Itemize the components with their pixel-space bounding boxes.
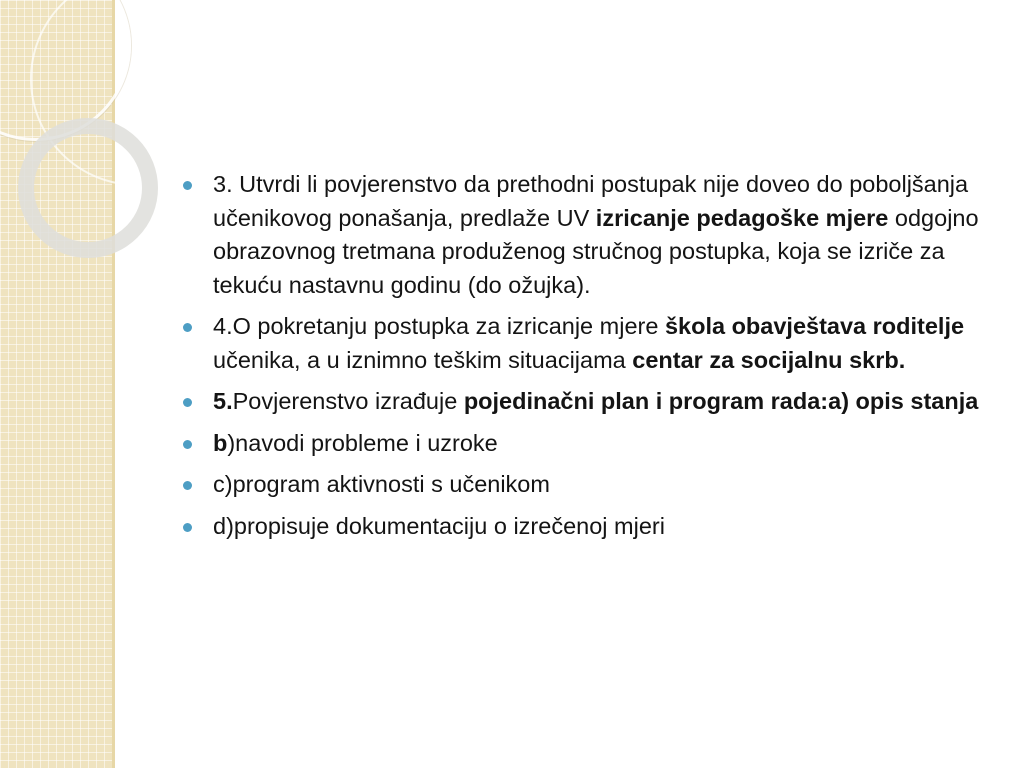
bullet-dot-icon	[183, 181, 192, 190]
bullet-text: Povjerenstvo izrađuje	[232, 388, 464, 414]
bullet-text: učenika, a u iznimno teškim situacijama	[213, 346, 633, 373]
bullet-text: c)program aktivnosti s učenikom	[213, 471, 550, 497]
bullet-item	[183, 385, 993, 419]
bullet-text: )navodi probleme i uzroke	[227, 429, 498, 456]
bullet-dot-icon	[183, 398, 192, 407]
slide-content	[183, 168, 993, 551]
bullet-text-bold: pojedinačni plan i program rada:a) opis stanja	[463, 388, 979, 414]
bullet-dot-icon	[183, 523, 192, 532]
decorative-side-band	[0, 0, 112, 768]
bullet-text-bold: škola obavještava roditelje	[664, 313, 965, 339]
bullet-list	[183, 168, 993, 543]
bullet-dot-icon	[183, 481, 192, 490]
bullet-item	[183, 468, 993, 502]
bullet-item	[183, 510, 993, 544]
bullet-text: 3. Utvrdi li povjerenstvo da prethodni postupak nije doveo do poboljšanja učenikovog ponašanja, predlaže UV	[213, 171, 969, 231]
bullet-text-bold: 5.	[213, 388, 233, 414]
side-band-edge	[112, 0, 115, 768]
bullet-text-bold: centar za socijalnu skrb.	[632, 346, 906, 373]
bullet-dot-icon	[183, 323, 192, 332]
bullet-item	[183, 168, 993, 302]
bullet-text: 4.O pokretanju postupka za izricanje mjere	[213, 313, 665, 339]
bullet-text: d)propisuje dokumentaciju o izrečenoj mjeri	[213, 512, 665, 539]
bullet-text: odgojno obrazovnog tretmana produženog stručnog postupka, koja se izriče za tekuću nastavnu godinu (do ožujka).	[213, 204, 979, 298]
bullet-item	[183, 427, 993, 461]
bullet-text-bold: b	[213, 429, 228, 456]
bullet-text-bold: izricanje pedagoške mjere	[595, 204, 889, 231]
bullet-dot-icon	[183, 440, 192, 449]
bullet-item	[183, 310, 993, 377]
